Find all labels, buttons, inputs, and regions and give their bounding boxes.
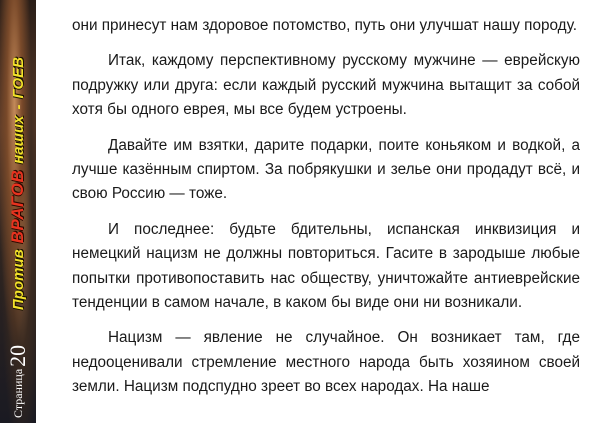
page-indicator — [2, 318, 34, 418]
document-body — [72, 14, 580, 423]
side-title-part-1: Против — [9, 249, 27, 310]
side-title-separator: - — [9, 104, 27, 110]
page-number: 20 — [5, 344, 30, 367]
side-title — [4, 10, 32, 310]
page-label: Страница — [10, 368, 25, 418]
paragraph-1: они принесут нам здоровое потомство, путь они улучшат нашу породу. — [72, 17, 577, 34]
decorative-side-strip — [0, 0, 36, 423]
side-title-part-4: ГОЕВ — [9, 57, 27, 99]
paragraph-5: Нацизм — явление не случайное. Он возникает там, где недооценивали стремление местного народа быть хозяином своей земли. Нацизм подспудно зреет во всех народах. На наше — [72, 329, 580, 396]
side-title-part-2: ВРАГОВ — [8, 169, 27, 244]
paragraph-2: Итак, каждому перспективному русскому мужчине — еврейскую подружку или друга: если каждый русский мужчина вытащит за собой хотя бы одного еврея, мы все будем устроены. — [72, 52, 580, 119]
paragraph-3: Давайте им взятки, дарите подарки, поите коньяком и водкой, а лучше казённым спиртом. За побрякушки и зелье они продадут всё, и свою Россию — тоже. — [72, 136, 580, 203]
paragraph-4: И последнее: будьте бдительны, испанская инквизиция и немецкий нацизм не должны повториться. Гасите в зародыше любые попытки противопоставить нас обществу, уничтожайте антиеврейские тенденции в самом начале, в каком бы виде они ни возникали. — [72, 220, 580, 312]
side-title-part-3: наших — [9, 115, 27, 164]
